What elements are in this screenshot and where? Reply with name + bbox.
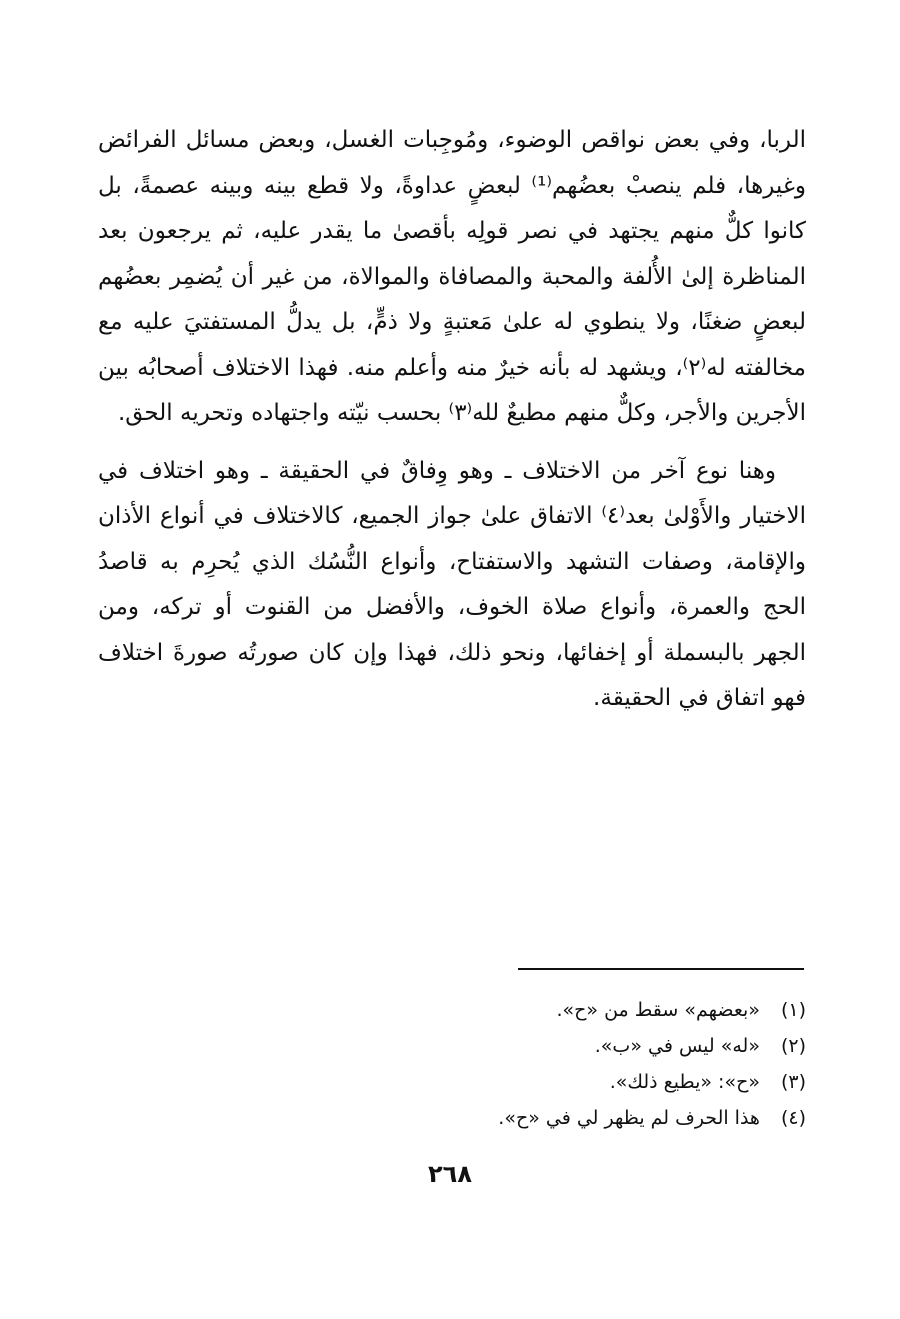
footnote-text: «بعضهم» سقط من «ح». (556, 999, 760, 1021)
footnote-number: (٢) (780, 1035, 806, 1057)
footnote-2 (98, 1028, 806, 1064)
footnote-3 (98, 1064, 806, 1100)
footnote-1 (98, 992, 806, 1028)
footnote-separator (518, 968, 804, 970)
page-number: ٢٦٨ (428, 1160, 472, 1188)
paragraph-1: الربا، وفي بعض نواقص الوضوء، ومُوجِبات الغسل، وبعض مسائل الفرائض وغيرها، فلم ينصبْ بعضُهم⁽¹⁾ لبعضٍ عداوةً، ولا قطع بينه وبينه عصمةً، بل كانوا كلٌّ منهم يجتهد في نصر قولِه بأقصىٰ ما يقدر عليه، ثم يرجعون بعد المناظرة إلىٰ الأُلفة والمحبة والمصافاة والموالاة، من غير أن يُضمِر بعضُهم لبعضٍ ضغنًا، ولا ينطوي له علىٰ مَعتبةٍ ولا ذمٍّ، بل يدلُّ المستفتيَ عليه مع مخالفته له⁽٢⁾، ويشهد له بأنه خيرٌ منه وأعلم منه. فهذا الاختلاف أصحابُه بين الأجرين والأجر، وكلٌّ منهم مطيعٌ لله⁽٣⁾ بحسب نيّته واجتهاده وتحريه الحق. (98, 127, 807, 426)
main-text (98, 118, 806, 722)
footnote-text: «له» ليس في «ب». (594, 1035, 760, 1057)
footnotes (98, 992, 806, 1136)
paragraph-2: وهنا نوع آخر من الاختلاف ـ وهو وِفاقٌ في الحقيقة ـ وهو اختلاف في الاختيار والأَوْلىٰ بعد⁽٤⁾ الاتفاق علىٰ جواز الجميع، كالاختلاف في أنواع الأذان والإقامة، وصفات التشهد والاستفتاح، وأنواع النُّسُك الذي يُحرِم به قاصدُ الحج والعمرة، وأنواع صلاة الخوف، والأفضل من القنوت أو تركه، ومن الجهر بالبسملة أو إخفائها، ونحو ذلك، فهذا وإن كان صورتُه صورةَ اختلاف فهو اتفاق في الحقيقة. (98, 457, 806, 711)
footnote-number: (٣) (780, 1071, 806, 1093)
footnote-text: هذا الحرف لم يظهر لي في «ح». (498, 1107, 760, 1129)
footnote-number: (٤) (780, 1107, 806, 1129)
footnote-4 (98, 1100, 806, 1136)
footnote-text: «ح»: «يطيع ذلك». (609, 1071, 760, 1093)
footnote-number: (١) (780, 999, 806, 1021)
